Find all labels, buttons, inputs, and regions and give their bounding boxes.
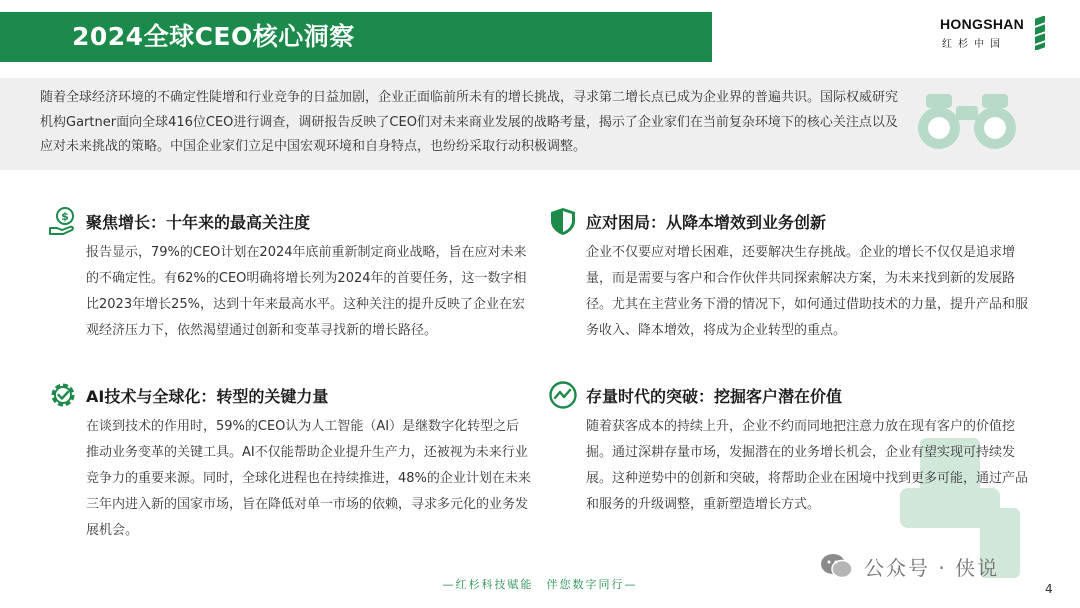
section-title: 聚焦增长：十年来的最高关注度 bbox=[86, 213, 311, 232]
watermark-text: 公众号 · 侠说 bbox=[864, 556, 1000, 580]
section-title: 应对困局：从降本增效到业务创新 bbox=[586, 213, 827, 232]
section-body: 企业不仅要应对增长困难，还要解决生存挑战。企业的增长不仅仅是追求增量，而是需要与客户和合作伙伴共同探索解决方案，为未来找到新的发展路径。尤其在主营业务下滑的情况下，如何通过借助技术的力量，提升产品和服务收入、降本增效，将成为企业转型的重点。 bbox=[586, 245, 1029, 338]
hongshan-logo bbox=[940, 16, 1050, 52]
logo-wordmark: HONGSHAN bbox=[940, 16, 1025, 32]
shield-icon bbox=[548, 206, 578, 236]
title-bar bbox=[0, 12, 712, 62]
section-body: 随着获客成本的持续上升，企业不约而同地把注意力放在现有客户的价值挖掘。通过深耕存量市场，发掘潜在的业务增长机会，企业有望实现可持续发展。这种逆势中的创新和突破，将帮助企业在困境中找到更多可能，通过产品和服务的升级调整，重新塑造增长方式。 bbox=[586, 419, 1029, 512]
logo-chinese-name: 红杉中国 bbox=[942, 39, 1006, 50]
section-body: 在谈到技术的作用时，59%的CEO认为人工智能（AI）是继数字化转型之后推动业务变革的关键工具。AI不仅能帮助企业提升生产力，还被视为未来行业竞争力的重要来源。同时，全球化进程也在持续推进，48%的企业计划在未来三年内进入新的国家市场，旨在降低对单一市场的依赖，寻求多元化的业务发展机会。 bbox=[86, 419, 531, 538]
dollar-hand-icon bbox=[48, 206, 78, 236]
section-title: AI技术与全球化：转型的关键力量 bbox=[86, 387, 329, 406]
trend-circle-icon bbox=[548, 380, 578, 410]
page-title: 2024全球CEO核心洞察 bbox=[72, 22, 355, 51]
footer-slogan: —红杉科技赋能 伴您数字同行— bbox=[442, 578, 638, 591]
binoculars-icon bbox=[912, 92, 1022, 150]
section-body: 报告显示，79%的CEO计划在2024年底前重新制定商业战略，旨在应对未来的不确定性。有62%的CEO明确将增长列为2024年的首要任务，这一数字相比2023年增长25%，达到十年来最高水平。这种关注的提升反映了企业在宏观经济压力下，依然渴望通过创新和变革寻找新的增长路径。 bbox=[86, 245, 527, 338]
gear-check-icon bbox=[48, 380, 78, 410]
page-number: 4 bbox=[1045, 582, 1053, 596]
section-title: 存量时代的突破：挖掘客户潜在价值 bbox=[586, 387, 843, 406]
sequoia-mark-icon bbox=[1032, 16, 1048, 50]
intro-paragraph: 随着全球经济环境的不确定性陡增和行业竞争的日益加剧，企业正面临前所未有的增长挑战，寻求第二增长点已成为企业界的普遍共识。国际权威研究机构Gartner面向全球416位CEO进行调查，调研报告反映了CEO们对未来商业发展的战略考量，揭示了企业家们在当前复杂环境下的核心关注点以及应对未来挑战的策略。中国企业家们立足中国宏观环境和自身特点，也纷纷采取行动积极调整。 bbox=[40, 90, 899, 154]
svg-text:$: $ bbox=[61, 210, 69, 223]
